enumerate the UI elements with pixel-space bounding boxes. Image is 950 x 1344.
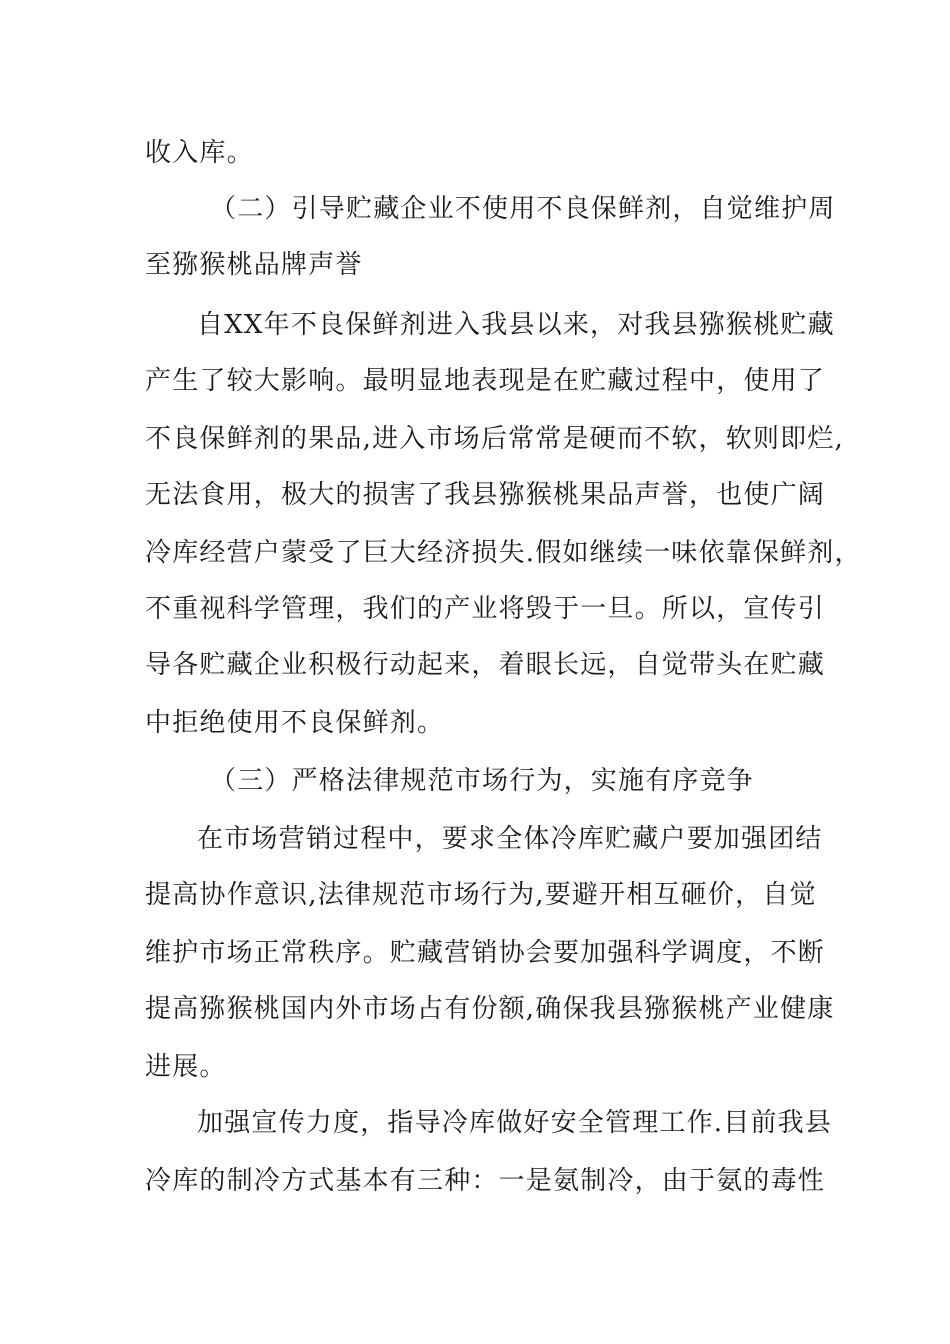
text-line: 收入库。 xyxy=(145,138,254,168)
paragraph-line: 产生了较大影响。最明显地表现是在贮藏过程中，使用了 xyxy=(145,366,826,396)
paragraph-line: 导各贮藏企业积极行动起来，着眼长远，自觉带头在贮藏 xyxy=(145,650,826,680)
paragraph-line: 进展。 xyxy=(145,1052,227,1082)
paragraph-line: 自XX年不良保鲜剂进入我县以来，对我县猕猴桃贮藏 xyxy=(197,310,835,340)
section-heading: （二）引导贮藏企业不使用不良保鲜剂，自觉维护周 xyxy=(210,194,836,224)
paragraph-line: 提高猕猴桃国内外市场占有份额,确保我县猕猴桃产业健康 xyxy=(145,994,835,1024)
paragraph-line: 冷库经营户蒙受了巨大经济损失.假如继续一味依靠保鲜剂， xyxy=(145,538,862,568)
paragraph-line: 维护市场正常秩序。贮藏营销协会要加强科学调度，不断 xyxy=(145,938,826,968)
paragraph-line: 提高协作意识,法律规范市场行为,要避开相互砸价，自觉 xyxy=(145,880,817,910)
paragraph-line: 无法食用，极大的损害了我县猕猴桃果品声誉，也使广阔 xyxy=(145,480,826,510)
paragraph-line: 中拒绝使用不良保鲜剂。 xyxy=(145,708,445,738)
paragraph-line: 不重视科学管理，我们的产业将毁于一旦。所以，宣传引 xyxy=(145,594,826,624)
paragraph-line: 加强宣传力度，指导冷库做好安全管理工作.目前我县 xyxy=(197,1108,833,1138)
paragraph-line: 不良保鲜剂的果品,进入市场后常常是硬而不软，软则即烂, xyxy=(145,424,844,454)
section-heading-continued: 至猕猴桃品牌声誉 xyxy=(145,250,363,280)
section-heading: （三）严格法律规范市场行为，实施有序竞争 xyxy=(210,766,755,796)
paragraph-line: 冷库的制冷方式基本有三种：一是氨制冷，由于氨的毒性 xyxy=(145,1166,826,1196)
paragraph-line: 在市场营销过程中，要求全体冷库贮藏户要加强团结 xyxy=(197,824,823,854)
